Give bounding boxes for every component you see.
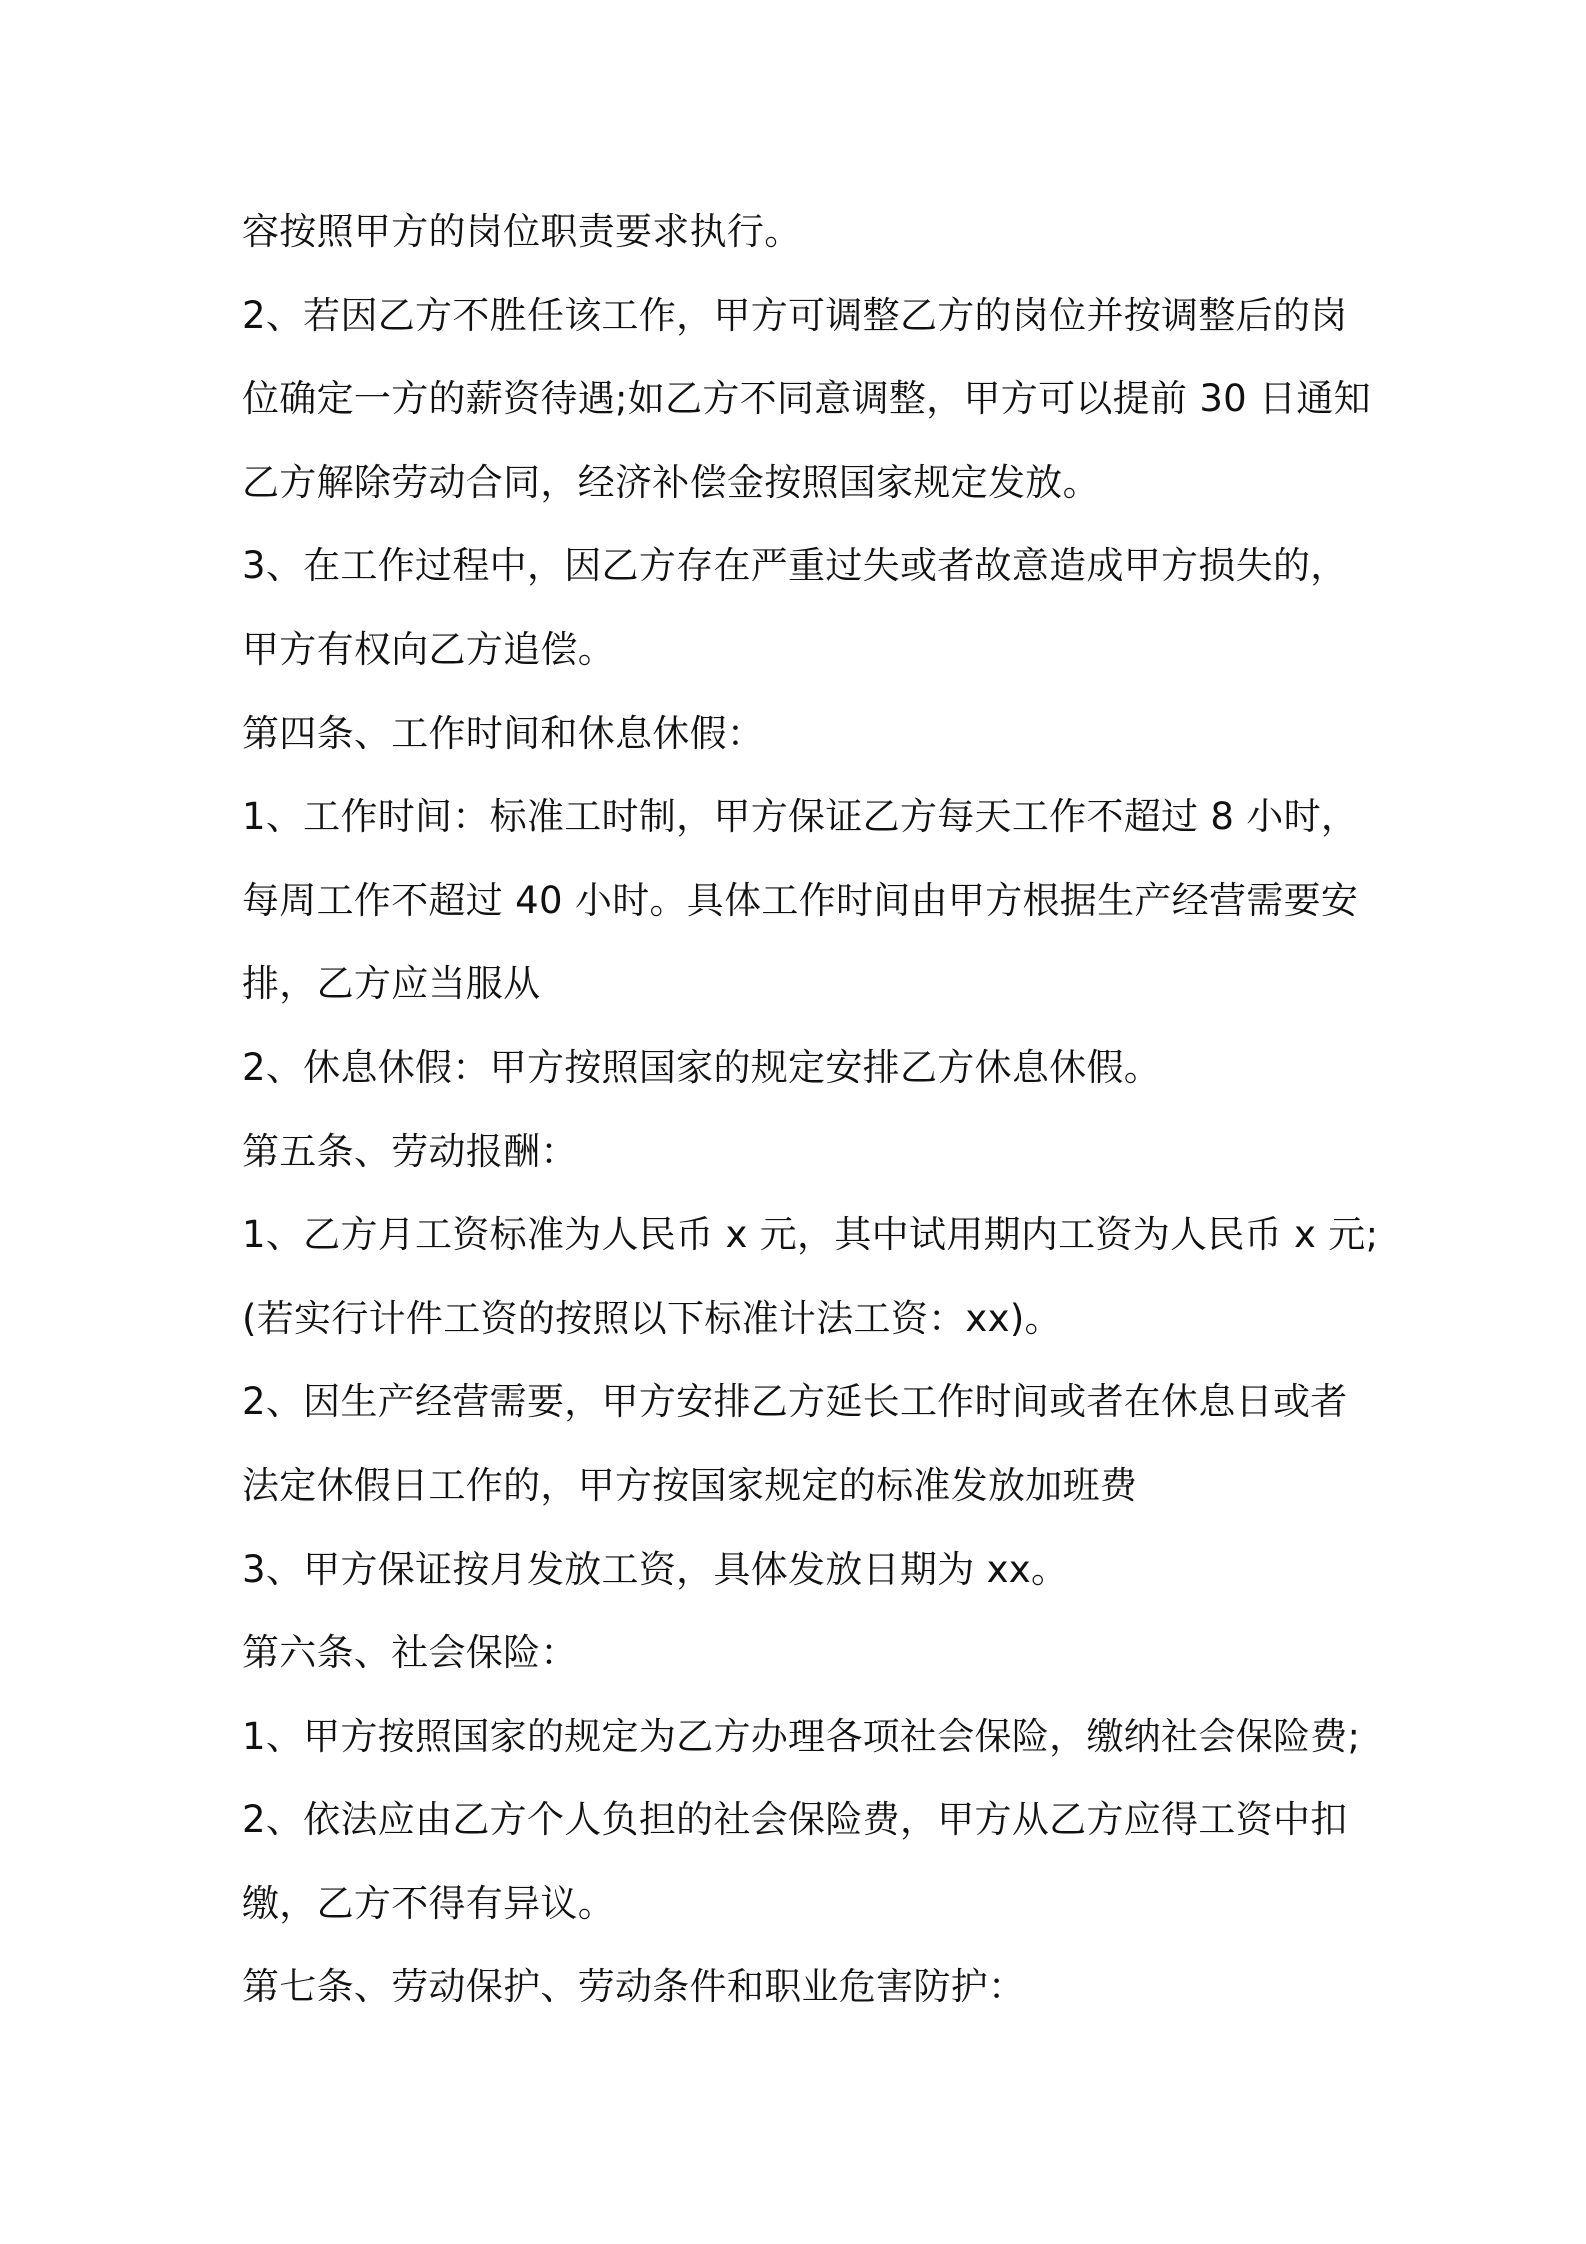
- text-line: 1、工作时间：标准工时制，甲方保证乙方每天工作不超过 8 小时，: [242, 795, 1359, 839]
- text-line: 甲方有权向乙方追偿。: [242, 627, 615, 671]
- text-line: 法定休假日工作的，甲方按国家规定的标准发放加班费: [242, 1463, 1138, 1507]
- section-heading: 第七条、劳动保护、劳动条件和职业危害防护：: [242, 1965, 1026, 2009]
- text-line: 2、若因乙方不胜任该工作，甲方可调整乙方的岗位并按调整后的岗: [242, 293, 1348, 337]
- text-line: 2、依法应由乙方个人负担的社会保险费，甲方从乙方应得工资中扣: [242, 1798, 1348, 1842]
- text-line: 2、休息休假：甲方按照国家的规定安排乙方休息休假。: [242, 1045, 1162, 1089]
- document-body: [242, 190, 1379, 2029]
- text-line: (若实行计件工资的按照以下标准计法工资：xx)。: [242, 1296, 1062, 1340]
- section-heading: 第六条、社会保险：: [242, 1631, 578, 1675]
- text-line: 1、乙方月工资标准为人民币 x 元，其中试用期内工资为人民币 x 元;: [242, 1213, 1379, 1257]
- text-line: 每周工作不超过 40 小时。具体工作时间由甲方根据生产经营需要安: [242, 878, 1359, 922]
- text-line: 位确定一方的薪资待遇;如乙方不同意调整，甲方可以提前 30 日通知: [242, 377, 1371, 421]
- text-line: 2、因生产经营需要，甲方安排乙方延长工作时间或者在休息日或者: [242, 1380, 1348, 1424]
- text-line: 容按照甲方的岗位职责要求执行。: [242, 210, 802, 253]
- section-heading: 第五条、劳动报酬：: [242, 1129, 578, 1173]
- text-line: 1、甲方按照国家的规定为乙方办理各项社会保险，缴纳社会保险费;: [242, 1714, 1361, 1758]
- text-line: 3、在工作过程中，因乙方存在严重过失或者故意造成甲方损失的，: [242, 544, 1348, 588]
- text-line: 乙方解除劳动合同，经济补偿金按照国家规定发放。: [242, 460, 1100, 504]
- text-line: 3、甲方保证按月发放工资，具体发放日期为 xx。: [242, 1547, 1069, 1591]
- text-line: 缴，乙方不得有异议。: [242, 1881, 615, 1925]
- section-heading: 第四条、工作时间和休息休假：: [242, 711, 765, 755]
- text-line: 排，乙方应当服从: [242, 962, 541, 1006]
